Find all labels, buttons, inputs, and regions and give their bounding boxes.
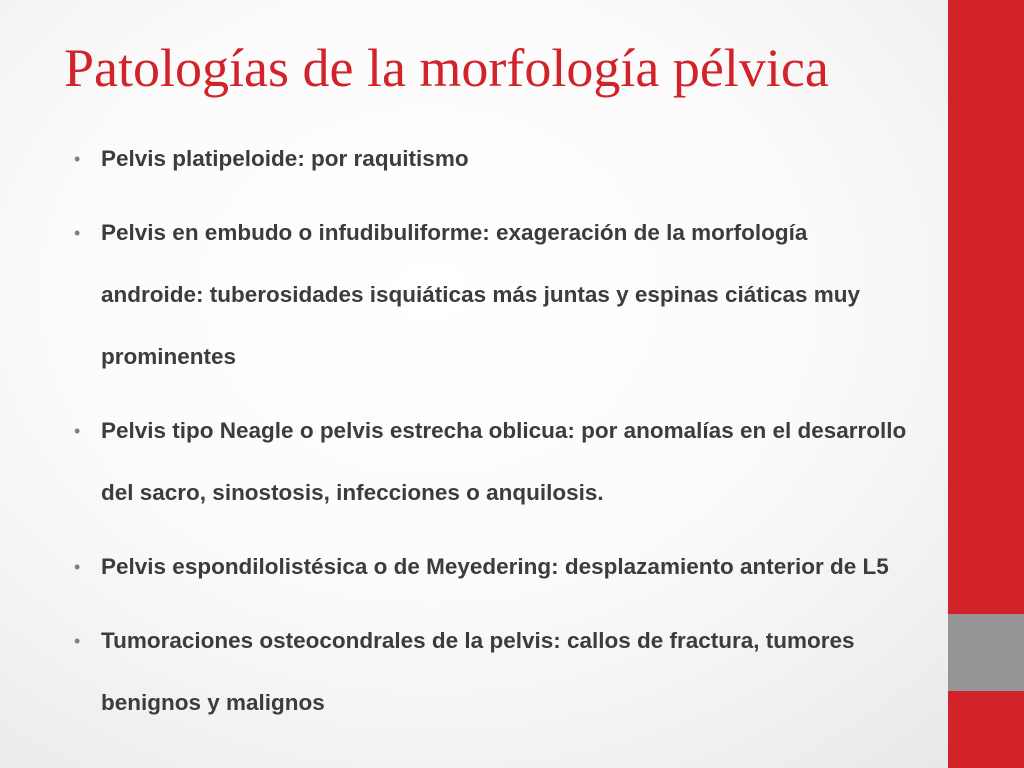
bullet-icon: •: [74, 631, 81, 651]
bullet-icon: •: [74, 421, 81, 441]
sidebar-red-bottom-block: [948, 691, 1024, 768]
decorative-sidebar: [948, 0, 1024, 768]
bullet-item: [72, 202, 912, 388]
sidebar-gray-block: [948, 614, 1024, 691]
bullet-text: Pelvis tipo Neagle o pelvis estrecha oblicua: por anomalías en el desarrollo del sacro, sinostosis, infecciones o anquilosis.: [101, 418, 907, 505]
bullet-item: [72, 610, 912, 734]
bullet-item: [72, 400, 912, 524]
sidebar-red-top-block: [948, 0, 1024, 614]
slide-title: Patologías de la morfología pélvica: [64, 38, 829, 98]
bullet-icon: •: [74, 557, 81, 577]
bullet-text: Pelvis platipeloide: por raquitismo: [101, 146, 469, 171]
bullet-item: [72, 128, 912, 190]
bullet-icon: •: [74, 149, 81, 169]
bullet-icon: •: [74, 223, 81, 243]
bullet-text: Pelvis en embudo o infudibuliforme: exageración de la morfología androide: tuberosidades isquiáticas más juntas y espinas ciáticas muy prominentes: [101, 220, 861, 369]
bullet-item: [72, 536, 912, 598]
bullet-list: [72, 128, 912, 746]
bullet-text: Tumoraciones osteocondrales de la pelvis: callos de fractura, tumores benignos y malignos: [101, 628, 855, 715]
bullet-text: Pelvis espondilolistésica o de Meyedering: desplazamiento anterior de L5: [101, 554, 889, 579]
